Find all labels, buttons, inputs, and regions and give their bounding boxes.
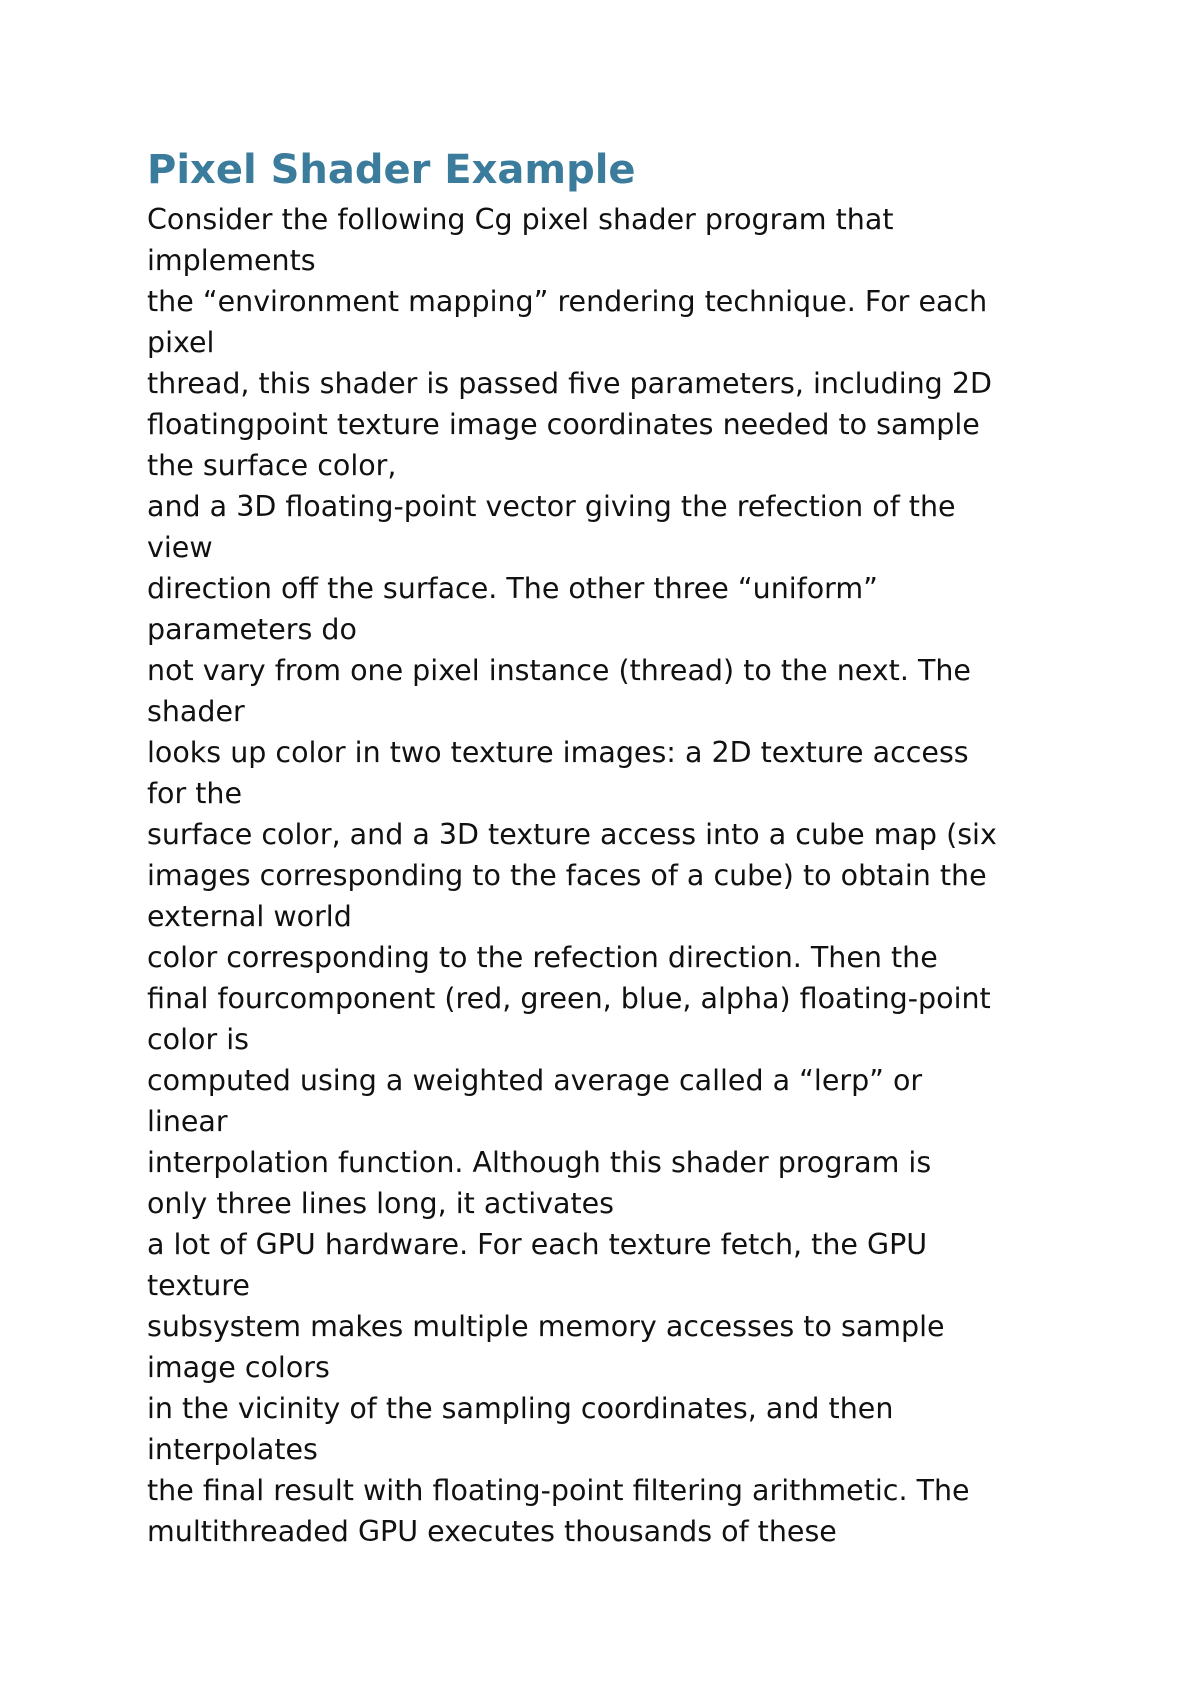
text-line: thread, this shader is passed five parameters, including 2D [147, 367, 992, 400]
text-line: color corresponding to the refection direction. Then the [147, 941, 938, 974]
text-line: in the vicinity of the sampling coordinates, and then [147, 1392, 894, 1425]
text-line: image colors [147, 1351, 330, 1384]
text-line: shader [147, 695, 245, 728]
text-line: the “environment mapping” rendering technique. For each [147, 285, 988, 318]
text-line: final fourcomponent (red, green, blue, alpha) floating-point [147, 982, 991, 1015]
text-line: direction off the surface. The other three “uniform” [147, 572, 878, 605]
text-line: only three lines long, it activates [147, 1187, 615, 1220]
text-line: computed using a weighted average called a “lerp” or [147, 1064, 923, 1097]
text-line: implements [147, 244, 316, 277]
text-line: external world [147, 900, 352, 933]
text-line: Consider the following Cg pixel shader program that [147, 203, 894, 236]
text-line: interpolation function. Although this shader program is [147, 1146, 932, 1179]
text-line: multithreaded GPU executes thousands of these [147, 1515, 837, 1548]
text-line: floatingpoint texture image coordinates needed to sample [147, 408, 980, 441]
text-line: color is [147, 1023, 250, 1056]
text-line: not vary from one pixel instance (thread) to the next. The [147, 654, 971, 687]
page-title: Pixel Shader Example [147, 147, 636, 193]
text-line: surface color, and a 3D texture access into a cube map (six [147, 818, 997, 851]
text-line: the final result with floating-point filtering arithmetic. The [147, 1474, 970, 1507]
text-line: linear [147, 1105, 228, 1138]
text-line: the surface color, [147, 449, 397, 482]
body-text [147, 199, 1087, 1552]
text-line: a lot of GPU hardware. For each texture fetch, the GPU [147, 1228, 928, 1261]
document-body [147, 141, 1087, 1552]
text-line: interpolates [147, 1433, 318, 1466]
text-line: and a 3D floating-point vector giving the refection of the [147, 490, 956, 523]
text-line: subsystem makes multiple memory accesses to sample [147, 1310, 945, 1343]
text-line: pixel [147, 326, 215, 359]
text-line: parameters do [147, 613, 357, 646]
text-line: images corresponding to the faces of a cube) to obtain the [147, 859, 987, 892]
text-line: texture [147, 1269, 250, 1302]
text-line: looks up color in two texture images: a 2D texture access [147, 736, 969, 769]
text-line: view [147, 531, 213, 564]
text-line: for the [147, 777, 243, 810]
